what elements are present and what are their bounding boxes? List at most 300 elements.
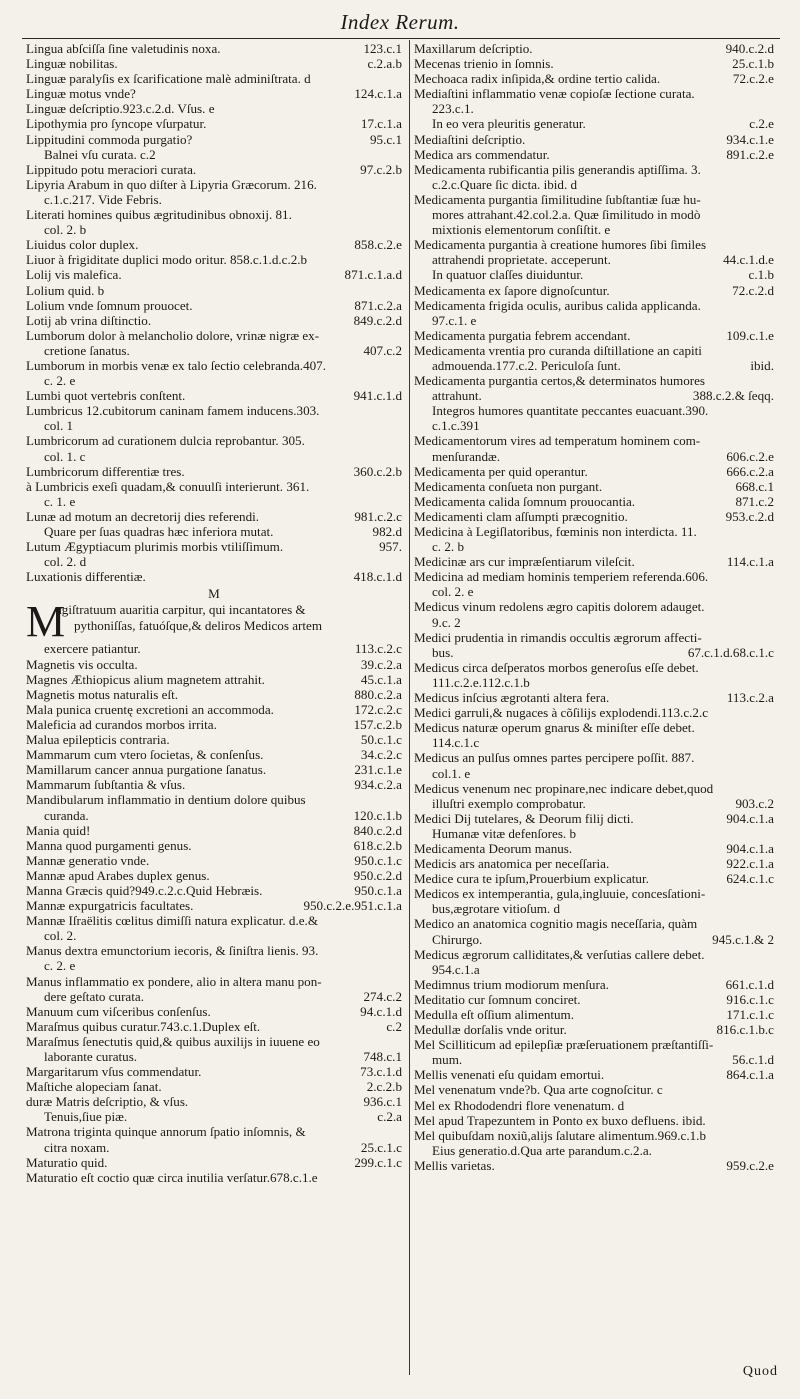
dropcap-entry xyxy=(26,602,402,641)
index-entry-line xyxy=(26,823,402,838)
index-entry-line: Maturatio eſt coctio quæ circa inutilia verſatur.678.c.1.e xyxy=(26,1169,318,1185)
entry-text: Lippitudo potu meraciori curata. xyxy=(26,161,197,177)
entry-reference: 274.c.2 xyxy=(363,988,402,1004)
index-entry-line xyxy=(26,298,402,313)
entry-reference: c.2 xyxy=(386,1018,402,1034)
entry-reference: 953.c.2.d xyxy=(725,508,774,524)
entry-reference: 407.c.2 xyxy=(363,342,402,358)
index-entry-line: Medicamentorum vires ad temperatum hominem com- xyxy=(414,433,701,449)
entry-text: Lipothymia pro ſyncope vſurpatur. xyxy=(26,116,207,132)
entry-text: Manna quod purgamenti genus. xyxy=(26,837,192,853)
entry-text: Magnetis motus naturalis eſt. xyxy=(26,686,179,702)
index-entry-line: bus,ægrotare vitioſum. d xyxy=(432,901,561,917)
index-entry-line: Medicus venenum nec propinare,nec indicare debet,quod xyxy=(414,780,714,796)
index-entry-line xyxy=(414,252,774,267)
entry-reference: 113.c.2.c xyxy=(354,641,402,657)
index-entry-line xyxy=(414,1007,774,1022)
entry-text: Mecenas trienio in ſomnis. xyxy=(414,56,554,72)
entry-reference: 157.c.2.b xyxy=(353,716,402,732)
index-entry-line: Literati homines quibus ægritudinibus obnoxij. 81. xyxy=(26,207,292,223)
index-entry-line xyxy=(414,1052,774,1067)
index-entry-line: Lipyria Arabum in quo diſter à Lipyria Græcorum. 216. xyxy=(26,176,317,192)
index-entry-line xyxy=(26,116,402,131)
index-entry-line xyxy=(26,853,402,868)
index-entry-line: Manus inflammatio ex pondere, alio in altera manu pon- xyxy=(26,973,322,989)
entry-text: Medulla eſt oſſium alimentum. xyxy=(414,1007,575,1022)
index-entry-line: col. 2. d xyxy=(44,554,87,570)
index-entry-line: Mel apud Trapezuntem in Ponto ex buxo defluens. ibid. xyxy=(414,1112,706,1128)
dropcap-line: pythoniſſas, fatuóſque,& deliros Medicos artem xyxy=(74,617,323,633)
index-entry-line: Medicina ad mediam hominis temperiem referenda.606. xyxy=(414,569,709,585)
index-entry-line xyxy=(414,494,774,509)
entry-text: Medicus inſcius ægrotanti altera fera. xyxy=(414,690,610,706)
entry-text: attrahunt. xyxy=(432,388,482,404)
index-entry-line: mores attrahant.42.col.2.a. Quæ ſimilitudo in modò xyxy=(432,207,701,223)
entry-text: Luxationis differentiæ. xyxy=(26,569,146,585)
index-entry-line: c.1.c.217. Vide Febris. xyxy=(44,191,162,207)
entry-reference: 871.c.1.a.d xyxy=(344,267,402,283)
index-entry-line: 97.c.1. e xyxy=(432,312,477,328)
entry-text: Lunæ ad motum an decretorij dies referendi. xyxy=(26,508,260,524)
entry-text: Manuum cum viſceribus conſenſus. xyxy=(26,1003,211,1019)
index-entry-line xyxy=(26,1019,402,1034)
index-entry-line: Mediaſtini inflammatio venæ copioſæ ſectione curata. xyxy=(414,86,695,102)
index-entry-line xyxy=(26,1079,402,1094)
index-entry-line: Medicus naturæ operum gnarus & miniſter eſſe debet. xyxy=(414,720,695,736)
index-entry-line xyxy=(26,762,402,777)
index-entry-line xyxy=(26,1049,402,1064)
index-entry-line xyxy=(26,747,402,762)
index-entry-line: Mel ex Rhododendri flore venenatum. d xyxy=(414,1097,625,1113)
entry-reference: 124.c.1.a xyxy=(354,86,402,102)
section-letter: M xyxy=(208,586,220,602)
index-entry-line xyxy=(26,657,402,672)
index-entry-line: Medici prudentia in rimandis occultis ægrorum affecti- xyxy=(414,629,702,645)
entry-text: Medica ars commendatur. xyxy=(414,146,550,162)
entry-reference: 871.c.2 xyxy=(735,493,774,509)
index-entry-line xyxy=(26,41,402,56)
index-entry-line: Medicamenta purgantia certos,& determinatos humores xyxy=(414,373,706,389)
index-entry-line xyxy=(26,687,402,702)
index-entry-line xyxy=(414,56,774,71)
catchword: Quod xyxy=(742,1364,778,1379)
entry-text: admouenda.177.c.2. Periculoſa ſunt. xyxy=(432,357,621,373)
entry-text: Medullæ dorſalis vnde oritur. xyxy=(414,1022,567,1038)
entry-text: Linguæ nobilitas. xyxy=(26,56,118,72)
index-entry-line xyxy=(26,524,402,539)
index-entry-line xyxy=(26,808,402,823)
index-entry-line xyxy=(414,41,774,56)
entry-reference: 39.c.2.a xyxy=(360,656,402,672)
entry-reference: 748.c.1 xyxy=(363,1049,402,1064)
entry-text: Mellis venenati eſu quidam emortui. xyxy=(414,1067,605,1083)
entry-reference: 891.c.2.e xyxy=(726,146,774,162)
entry-reference: 25.c.1.c xyxy=(360,1139,402,1155)
column-divider xyxy=(409,40,410,1375)
entry-text: illuſtri exemplo comprobatur. xyxy=(432,795,586,811)
entry-reference: 668.c.1 xyxy=(735,478,774,494)
index-entry-line: mixtionis elementorum conſiſtit. e xyxy=(432,222,611,238)
entry-text: cretione ſanatus. xyxy=(44,342,130,358)
header-rule xyxy=(22,38,780,39)
entry-reference: c.2.a.b xyxy=(367,56,402,72)
entry-reference: 916.c.1.c xyxy=(726,991,774,1007)
entry-text: Medicamenta calida ſomnum prouocantia. xyxy=(414,493,636,509)
index-entry-line xyxy=(26,267,402,282)
right-column xyxy=(414,41,774,1381)
entry-text: Tenuis,ſiue piæ. xyxy=(44,1109,128,1125)
index-entry-line xyxy=(26,777,402,792)
index-entry-line: col. 2. e xyxy=(432,584,474,600)
index-entry-line xyxy=(26,388,402,403)
index-entry-line: Lumborum in morbis venæ ex talo ſectio celebranda.407. xyxy=(26,357,326,373)
entry-text: Chirurgo. xyxy=(432,931,483,947)
entry-text: Medicamenti clam aſſumpti præcognitio. xyxy=(414,508,628,524)
index-entry-line xyxy=(26,1140,402,1155)
index-entry-line xyxy=(26,838,402,853)
index-entry-line xyxy=(414,116,774,131)
entry-reference: 922.c.1.a xyxy=(726,856,774,872)
index-entry-line: c. 1. e xyxy=(44,493,76,509)
entry-text: Medicamenta Deorum manus. xyxy=(414,840,573,856)
index-entry-line xyxy=(414,71,774,86)
left-entries-l xyxy=(26,41,402,584)
index-entry-line xyxy=(26,1094,402,1109)
index-entry-line: Integros humores quantitate peccantes euacuant.390. xyxy=(432,403,709,419)
index-entry-line: Eius generatio.d.Qua arte parandum.c.2.a. xyxy=(432,1142,652,1158)
index-entry-line: Medicus vinum redolens ægro capitis dolorem adauget. xyxy=(414,599,705,615)
left-entries-m xyxy=(26,641,402,1184)
entry-reference: 982.d xyxy=(372,524,402,539)
entry-text: Medicamenta conſueta non purgant. xyxy=(414,478,603,494)
entry-text: Medicinæ ars cur impræſentiarum vileſcit. xyxy=(414,554,635,570)
index-entry-line xyxy=(26,883,402,898)
entry-reference: 950.c.1.c xyxy=(354,852,402,868)
dropcap-line: agiſtratuum auaritia carpitur, qui incantatores & xyxy=(56,602,306,618)
entry-text: Lolij vis malefica. xyxy=(26,267,122,283)
index-entry-line: à Lumbricis exeſi quadam,& conuulſi interierunt. 361. xyxy=(26,478,310,494)
entry-reference: 44.c.1.d.e xyxy=(723,252,774,268)
index-entry-line: Matrona triginta quinque annorum ſpatio inſomnis, & xyxy=(26,1124,306,1140)
entry-text: Medicis ars anatomica per neceſſaria. xyxy=(414,856,610,872)
entry-text: Manna Græcis quid?949.c.2.c.Quid Hebræis. xyxy=(26,882,263,898)
entry-reference: 934.c.2.a xyxy=(354,777,402,793)
index-entry-line xyxy=(26,464,402,479)
index-entry-line xyxy=(414,1022,774,1037)
entry-reference: 606.c.2.e xyxy=(726,448,774,464)
entry-reference: 941.c.1.d xyxy=(353,388,402,404)
index-entry-line: Manus dextra emunctorium iecoris, & ſiniſtra lienis. 93. xyxy=(26,943,319,959)
index-entry-line: Lumbricorum ad curationem dulcia reprobantur. 305. xyxy=(26,433,305,449)
entry-reference: 840.c.2.d xyxy=(353,822,402,838)
index-entry-line xyxy=(414,690,774,705)
entry-reference: 816.c.1.b.c xyxy=(716,1022,774,1038)
index-entry-line: col. 2. b xyxy=(44,222,87,238)
entry-text: Medice cura te ipſum,Prouerbium explicatur. xyxy=(414,871,649,887)
entry-reference: 67.c.1.d.68.c.1.c xyxy=(687,644,774,660)
entry-reference: 45.c.1.a xyxy=(360,671,402,687)
entry-reference: ibid. xyxy=(750,357,774,373)
index-entry-line xyxy=(414,871,774,886)
entry-reference: c.2.e xyxy=(749,116,774,132)
entry-reference: 50.c.1.c xyxy=(360,732,402,748)
entry-reference: 73.c.1.d xyxy=(360,1064,402,1080)
index-entry-line: Mannæ Iſraëlitis cœlitus dimiſſi natura explicatur. d.e.& xyxy=(26,913,319,929)
index-entry-line xyxy=(414,509,774,524)
index-entry-line xyxy=(414,388,774,403)
index-entry-line: Liuor à frigiditate duplici modo oritur. 858.c.1.d.c.2.b xyxy=(26,252,308,268)
entry-text: Maturatio quid. xyxy=(26,1154,108,1170)
index-entry-line xyxy=(26,717,402,732)
entry-reference: 120.c.1.b xyxy=(353,807,402,823)
index-entry-line: Medicus ægrorum calliditates,& verſutias callere debet. xyxy=(414,946,705,962)
entry-reference: 624.c.1.c xyxy=(726,871,774,887)
index-entry-line xyxy=(414,554,774,569)
index-entry-line xyxy=(26,569,402,584)
entry-reference: 849.c.2.d xyxy=(353,312,402,328)
entry-text: Lumbi quot vertebris conſtent. xyxy=(26,388,186,404)
index-entry-line xyxy=(26,702,402,717)
index-entry-line: c.1.c.391 xyxy=(432,418,480,434)
entry-reference: 299.c.1.c xyxy=(354,1154,402,1170)
entry-text: Mannæ expurgatricis facultates. xyxy=(26,898,194,914)
entry-reference: 945.c.1.& 2 xyxy=(712,931,774,947)
entry-text: dere geſtato curata. xyxy=(44,988,144,1004)
index-entry-line: c. 2. e xyxy=(44,958,76,974)
entry-text: Lippitudini commoda purgatio? xyxy=(26,131,193,147)
entry-reference: 25.c.1.b xyxy=(732,56,774,72)
entry-reference: 231.c.1.e xyxy=(354,762,402,778)
entry-text: laborante curatus. xyxy=(44,1049,138,1064)
index-entry-line xyxy=(26,237,402,252)
index-entry-line: Mel venenatum vnde?b. Qua arte cognoſcitur. c xyxy=(414,1082,663,1098)
index-entry-line: Medicamenta vrentia pro curanda diſtillatione an capiti xyxy=(414,342,702,358)
index-entry-line xyxy=(26,162,402,177)
entry-reference: 97.c.2.b xyxy=(360,161,402,177)
entry-text: Malua epilepticis contraria. xyxy=(26,732,170,748)
index-entry-line: 114.c.1.c xyxy=(432,735,480,751)
index-entry-line xyxy=(414,932,774,947)
index-entry-line xyxy=(414,1067,774,1082)
entry-text: duræ Matris deſcriptio, & vſus. xyxy=(26,1094,189,1110)
index-entry-line xyxy=(414,328,774,343)
index-entry-line: col. 2. xyxy=(44,928,77,944)
entry-reference: 418.c.1.d xyxy=(353,569,402,585)
entry-reference: 661.c.1.d xyxy=(725,976,774,992)
index-entry-line xyxy=(414,977,774,992)
index-entry-line xyxy=(414,841,774,856)
entry-text: Linguæ motus vnde? xyxy=(26,86,136,102)
index-entry-line: Medico an anatomica cognitio magis neceſſaria, quàm xyxy=(414,916,698,932)
index-entry-line xyxy=(414,358,774,373)
entry-text: mum. xyxy=(432,1052,463,1068)
index-entry-line: Medici garruli,& nugaces à cõſilijs explodendi.113.c.2.c xyxy=(414,705,709,721)
index-entry-line: Lumborum dolor à melancholio dolore, vrinæ nigræ ex- xyxy=(26,327,320,343)
index-entry-line: 111.c.2.e.112.c.1.b xyxy=(432,674,530,690)
index-entry-line: Linguæ paralyſis ex ſcarificatione malè adminiſtrata. d xyxy=(26,71,311,87)
index-entry-line: Lolium quid. b xyxy=(26,282,105,298)
index-entry-line xyxy=(26,509,402,524)
entry-reference: 871.c.2.a xyxy=(354,297,402,313)
entry-reference: 903.c.2 xyxy=(735,795,774,811)
entry-reference: 113.c.2.a xyxy=(726,690,774,706)
index-entry-line xyxy=(414,856,774,871)
index-entry-line: c.2.c.Quare ſic dicta. ibid. d xyxy=(432,176,578,192)
index-entry-line xyxy=(414,267,774,282)
index-entry-line: Balnei vſu curata. c.2 xyxy=(44,146,156,162)
entry-reference: c.1.b xyxy=(748,267,774,283)
entry-text: Lotij ab vrina diſtinctio. xyxy=(26,312,152,328)
entry-text: Liuidus color duplex. xyxy=(26,237,139,253)
index-entry-line: Mel Scilliticum ad epilepſiæ præſeruationem præſtantiſſi- xyxy=(414,1037,714,1053)
entry-reference: 904.c.1.a xyxy=(726,840,774,856)
entry-reference: 72.c.2.e xyxy=(732,71,774,87)
entry-text: Maleficia ad curandos morbos irrita. xyxy=(26,716,217,732)
entry-text: Maxillarum deſcriptio. xyxy=(414,41,533,56)
entry-text: Maraſmus quibus curatur.743.c.1.Duplex eſt. xyxy=(26,1018,261,1034)
index-entry-line xyxy=(26,672,402,687)
index-entry-line: Maraſmus ſenectutis quid,& quibus auxilijs in iuuene eo xyxy=(26,1033,320,1049)
entry-text: Medicamenta purgatia febrem accendant. xyxy=(414,327,631,343)
index-entry-line xyxy=(414,283,774,298)
index-entry-line: Mandibularum inflammatio in dentium dolore quibus xyxy=(26,792,306,808)
index-entry-line: Medicamenta rubificantia pilis generandis aptiſſima. 3. xyxy=(414,161,701,177)
entry-reference: 95.c.1 xyxy=(370,131,402,147)
entry-text: Mammarum cum vtero ſocietas, & conſenſus. xyxy=(26,747,264,763)
entry-text: bus. xyxy=(432,644,454,660)
dropcap-lines xyxy=(56,602,402,641)
index-entry-line: Medicus circa deſperatos morbos generoſus eſſe debet. xyxy=(414,659,699,675)
entry-text: Mediaſtini deſcriptio. xyxy=(414,131,526,147)
index-entry-line xyxy=(26,1109,402,1124)
entry-reference: 2.c.2.b xyxy=(366,1079,402,1095)
entry-text: Mamillarum cancer annua purgatione ſanatus. xyxy=(26,762,267,778)
entry-text: Mellis varietas. xyxy=(414,1157,495,1173)
entry-text: Mala punica cruentę excretioni an accommoda. xyxy=(26,701,274,717)
entry-text: Mammarum ſubſtantia & vſus. xyxy=(26,777,186,793)
index-entry-line: Mel quibuſdam noxiũ,alijs ſalutare alimentum.969.c.1.b xyxy=(414,1127,707,1143)
index-entry-line: Medicina à Legiſlatoribus, fœminis non interdicta. 11. xyxy=(414,524,697,539)
entry-reference: 940.c.2.d xyxy=(725,41,774,56)
right-entries-m xyxy=(414,41,774,1173)
index-entry-line xyxy=(26,989,402,1004)
index-entry-line: Lumbricus 12.cubitorum caninam famem inducens.303. xyxy=(26,403,320,419)
index-entry-line: c. 2. b xyxy=(432,539,464,555)
index-entry-line xyxy=(414,464,774,479)
entry-text: In quatuor claſſes diuiduntur. xyxy=(432,267,584,283)
index-entry-line xyxy=(26,313,402,328)
entry-text: menſurandæ. xyxy=(432,448,501,464)
entry-text: Meditatio cur ſomnum conciret. xyxy=(414,991,581,1007)
index-entry-line: Medicus an pulſus omnes partes percipere poſſit. 887. xyxy=(414,750,695,766)
entry-reference: 56.c.1.d xyxy=(732,1052,774,1068)
index-entry-line xyxy=(26,539,402,554)
entry-text: curanda. xyxy=(44,807,89,823)
entry-text: Lolium vnde ſomnum prouocet. xyxy=(26,297,193,313)
entry-reference: 981.c.2.c xyxy=(354,508,402,524)
index-entry-line xyxy=(414,1158,774,1173)
entry-text: Mannæ generatio vnde. xyxy=(26,852,150,868)
entry-text: Medicamenta per quid operantur. xyxy=(414,463,588,479)
index-entry-line: Medicos ex intemperantia, gula,ingluuie, concesſationi- xyxy=(414,886,706,902)
entry-reference: 957. xyxy=(379,539,402,555)
entry-text: Lingua abſciſſa ſine valetudinis noxa. xyxy=(26,41,221,56)
index-entry-line xyxy=(414,132,774,147)
entry-reference: 388.c.2.& ſeqq. xyxy=(692,388,774,404)
index-entry-line xyxy=(26,132,402,147)
index-entry-line xyxy=(26,1064,402,1079)
page-title: Index Rerum. xyxy=(340,10,460,34)
entry-reference: 34.c.2.c xyxy=(360,747,402,763)
entry-text: attrahendi proprietate. acceperunt. xyxy=(432,252,611,268)
entry-text: Mechoaca radix inſipida,& ordine tertio calida. xyxy=(414,71,661,87)
entry-text: Magnetis vis occulta. xyxy=(26,656,138,672)
left-column xyxy=(26,41,402,1381)
index-entry-line: Linguæ deſcriptio.923.c.2.d. Vſus. e xyxy=(26,101,215,117)
index-entry-line xyxy=(26,86,402,101)
index-entry-line xyxy=(414,796,774,811)
index-entry-line: 954.c.1.a xyxy=(432,961,480,977)
entry-reference: 864.c.1.a xyxy=(726,1067,774,1083)
index-entry-line: 223.c.1. xyxy=(432,101,474,117)
entry-text: Lumbricorum differentiæ tres. xyxy=(26,463,185,479)
index-entry-line xyxy=(26,732,402,747)
index-entry-line xyxy=(26,898,402,913)
entry-reference: 360.c.2.b xyxy=(353,463,402,479)
entry-reference: 858.c.2.e xyxy=(354,237,402,253)
entry-reference: 72.c.2.d xyxy=(732,282,774,298)
entry-reference: 171.c.1.c xyxy=(726,1007,774,1022)
entry-text: Quare per ſuas quadras hæc inferiora mutat. xyxy=(44,524,274,539)
index-entry-line: Medicamenta frigida oculis, auribus calida applicanda. xyxy=(414,297,701,313)
dropcap-letter: M xyxy=(26,602,66,642)
entry-reference: 950.c.2.d xyxy=(353,867,402,883)
entry-reference: 123.c.1 xyxy=(363,41,402,56)
index-entry-line: c. 2. e xyxy=(44,373,76,389)
index-entry-line xyxy=(414,449,774,464)
entry-text: Medicamenta ex ſapore dignoſcuntur. xyxy=(414,282,610,298)
index-entry-line xyxy=(414,645,774,660)
index-entry-line xyxy=(26,343,402,358)
entry-text: Medici Dij tutelares, & Deorum filij dicti. xyxy=(414,810,634,826)
entry-reference: 114.c.1.a xyxy=(726,554,774,570)
index-entry-line xyxy=(414,992,774,1007)
index-entry-line xyxy=(414,479,774,494)
entry-text: Maſtiche alopeciam ſanat. xyxy=(26,1079,162,1095)
entry-text: In eo vera pleuritis generatur. xyxy=(432,116,586,132)
index-entry-line: Medicamenta purgantia ſimilitudine ſubſtantiæ ſuæ hu- xyxy=(414,191,701,207)
index-entry-line xyxy=(26,1155,402,1170)
entry-reference: 17.c.1.a xyxy=(360,116,402,132)
entry-reference: 934.c.1.e xyxy=(726,131,774,147)
entry-reference: 880.c.2.a xyxy=(354,686,402,702)
entry-reference: 950.c.2.e.951.c.1.a xyxy=(303,898,402,914)
entry-text: Margaritarum vſus commendatur. xyxy=(26,1064,202,1080)
index-entry-line xyxy=(26,1004,402,1019)
index-entry-line: col.1. e xyxy=(432,765,471,781)
entry-reference: 959.c.2.e xyxy=(726,1157,774,1173)
entry-reference: 666.c.2.a xyxy=(726,463,774,479)
index-entry-line: Humanæ vitæ defenſores. b xyxy=(432,825,577,841)
index-entry-line xyxy=(26,56,402,71)
entry-text: Mania quid! xyxy=(26,822,91,838)
index-entry-line: col. 1. c xyxy=(44,448,86,464)
index-entry-line xyxy=(26,868,402,883)
entry-text: exercere patiantur. xyxy=(44,641,141,657)
entry-text: Magnes Æthiopicus alium magnetem attrahit. xyxy=(26,671,265,687)
index-entry-line xyxy=(414,147,774,162)
entry-reference: 172.c.2.c xyxy=(354,701,402,717)
